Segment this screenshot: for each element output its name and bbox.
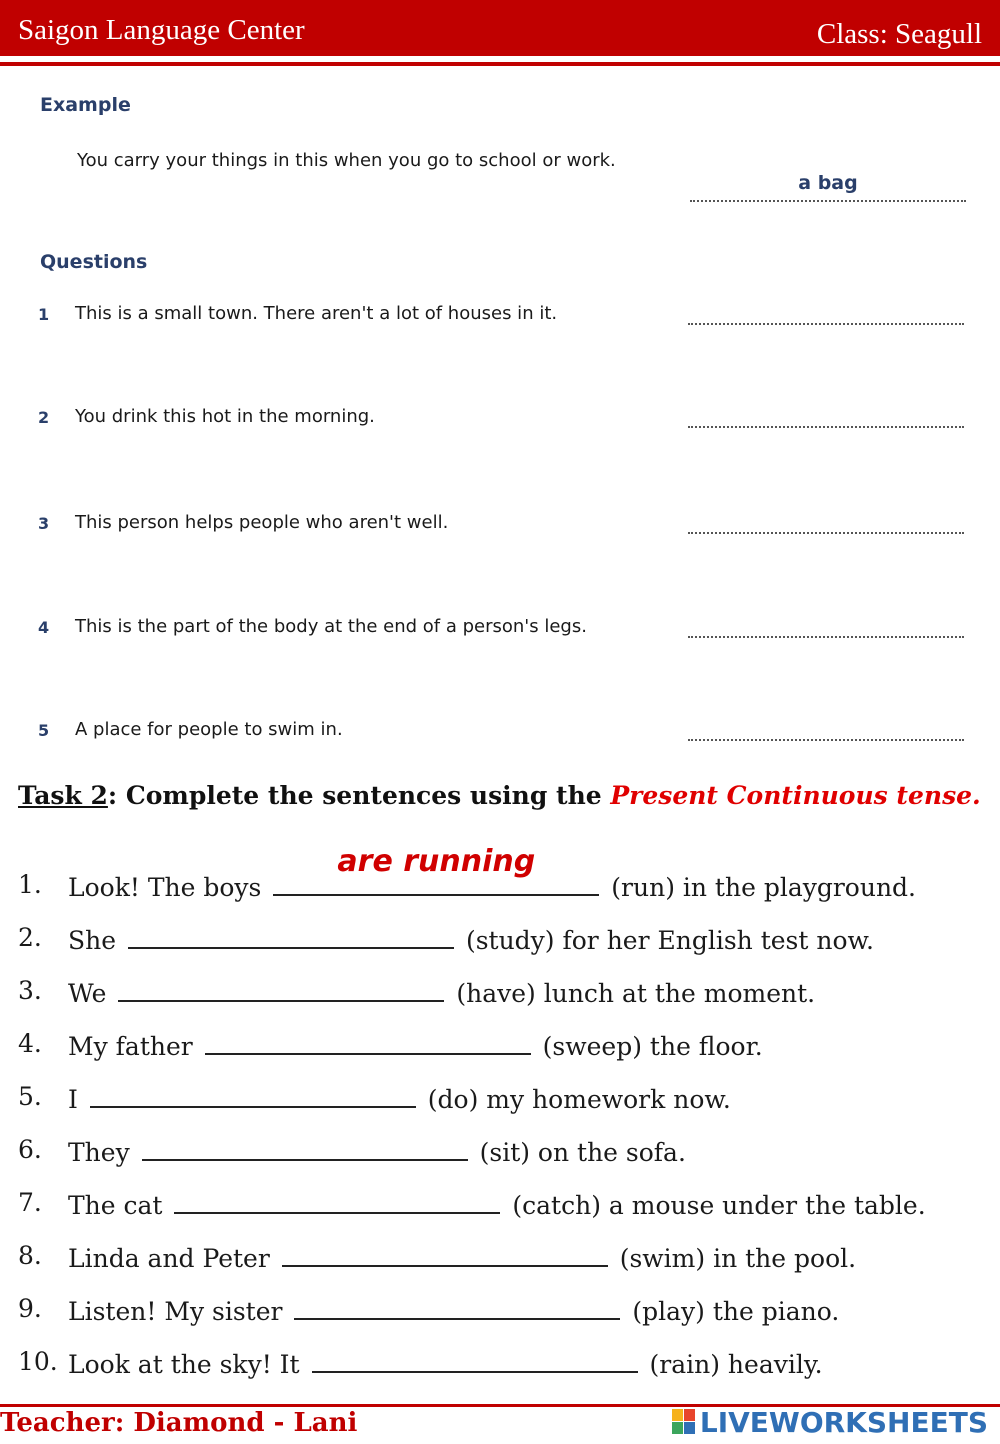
sentence-before: She — [68, 926, 117, 955]
answer-input[interactable] — [282, 1241, 608, 1267]
answer-blank[interactable] — [688, 520, 964, 534]
answer-input[interactable] — [118, 976, 444, 1002]
question-row — [0, 305, 1000, 345]
task2-title — [18, 778, 988, 814]
sentence-before: I — [68, 1085, 78, 1114]
liveworksheets-logo-icon — [672, 1409, 696, 1435]
sentence-before: My father — [68, 1032, 193, 1061]
questions-heading: Questions — [40, 251, 148, 273]
sentence-after: (do) my homework now. — [427, 1085, 731, 1114]
question-number: 1 — [38, 305, 50, 324]
sentence-number: 6. — [18, 1135, 42, 1164]
sentence-number: 5. — [18, 1082, 42, 1111]
sentence-after: (sit) on the sofa. — [479, 1138, 686, 1167]
example-heading: Example — [40, 94, 131, 116]
sentence-after: (study) for her English test now. — [465, 926, 874, 955]
question-text: This is the part of the body at the end of a person's legs. — [75, 616, 587, 637]
sentence-after: (run) in the playground. — [611, 873, 917, 902]
sentence-after: (swim) in the pool. — [619, 1244, 857, 1273]
task2-instruction: : Complete the sentences using the — [107, 781, 611, 810]
answer-text: are running — [337, 844, 536, 879]
answer-input[interactable] — [142, 1135, 468, 1161]
sentence-number: 3. — [18, 976, 42, 1005]
sentence-row — [0, 1347, 1000, 1387]
sentence-after: (have) lunch at the moment. — [456, 979, 816, 1008]
question-number: 4 — [38, 618, 50, 637]
teacher-credit: Teacher: Diamond - Lani — [0, 1408, 358, 1438]
answer-input[interactable] — [312, 1347, 638, 1373]
answer-input[interactable] — [205, 1029, 531, 1055]
sentence-row — [0, 1188, 1000, 1228]
header-bar — [0, 0, 1000, 56]
question-text: This is a small town. There aren't a lot of houses in it. — [75, 303, 558, 324]
sentence-before: Linda and Peter — [68, 1244, 270, 1273]
task2-label: Task 2 — [18, 781, 108, 810]
question-row — [0, 618, 1000, 658]
answer-blank[interactable] — [688, 311, 964, 325]
task2-tense: Present Continuous tense. — [610, 781, 981, 810]
question-row — [0, 514, 1000, 554]
sentence-row — [0, 844, 1000, 910]
question-text: This person helps people who aren't well. — [75, 512, 449, 533]
header-divider — [0, 62, 1000, 66]
sentence-after: (catch) a mouse under the table. — [512, 1191, 926, 1220]
sentence-number: 8. — [18, 1241, 42, 1270]
sentence-after: (play) the piano. — [632, 1297, 840, 1326]
answer-blank[interactable] — [688, 414, 964, 428]
sentence-number: 2. — [18, 923, 42, 952]
sentence-before: We — [68, 979, 107, 1008]
answer-input[interactable] — [174, 1188, 500, 1214]
example-answer: a bag — [690, 170, 966, 202]
sentence-after: (sweep) the floor. — [542, 1032, 763, 1061]
question-text: A place for people to swim in. — [75, 719, 343, 740]
answer-blank[interactable] — [688, 624, 964, 638]
answer-input[interactable] — [90, 1082, 416, 1108]
sentence-row — [0, 976, 1000, 1016]
answer-input[interactable] — [294, 1294, 620, 1320]
sentence-number: 1. — [18, 870, 42, 899]
class-name: Class: Seagull — [816, 18, 982, 50]
question-row — [0, 408, 1000, 448]
sentence-row — [0, 1082, 1000, 1122]
answer-input[interactable] — [128, 923, 454, 949]
question-number: 2 — [38, 408, 50, 427]
sentence-row — [0, 1294, 1000, 1334]
sentence-before: The cat — [68, 1191, 163, 1220]
example-text: You carry your things in this when you go to school or work. — [77, 150, 616, 171]
question-row — [0, 721, 1000, 761]
sentence-number: 9. — [18, 1294, 42, 1323]
question-number: 3 — [38, 514, 50, 533]
sentence-row — [0, 1029, 1000, 1069]
sentence-after: (rain) heavily. — [649, 1350, 823, 1379]
sentence-before: Listen! My sister — [68, 1297, 283, 1326]
sentence-row — [0, 1135, 1000, 1175]
logo-text: LIVEWORKSHEETS — [699, 1406, 988, 1439]
question-number: 5 — [38, 721, 50, 740]
liveworksheets-logo[interactable] — [672, 1406, 988, 1438]
school-name: Saigon Language Center — [18, 14, 305, 46]
sentence-before: Look! The boys — [68, 873, 262, 902]
sentence-before: They — [68, 1138, 130, 1167]
sentence-row — [0, 1241, 1000, 1281]
question-text: You drink this hot in the morning. — [75, 406, 375, 427]
answer-input[interactable] — [273, 844, 599, 896]
sentence-row — [0, 923, 1000, 963]
answer-blank[interactable] — [688, 727, 964, 741]
sentence-number: 10. — [18, 1347, 58, 1376]
sentence-before: Look at the sky! It — [68, 1350, 300, 1379]
sentence-number: 4. — [18, 1029, 42, 1058]
sentence-number: 7. — [18, 1188, 42, 1217]
